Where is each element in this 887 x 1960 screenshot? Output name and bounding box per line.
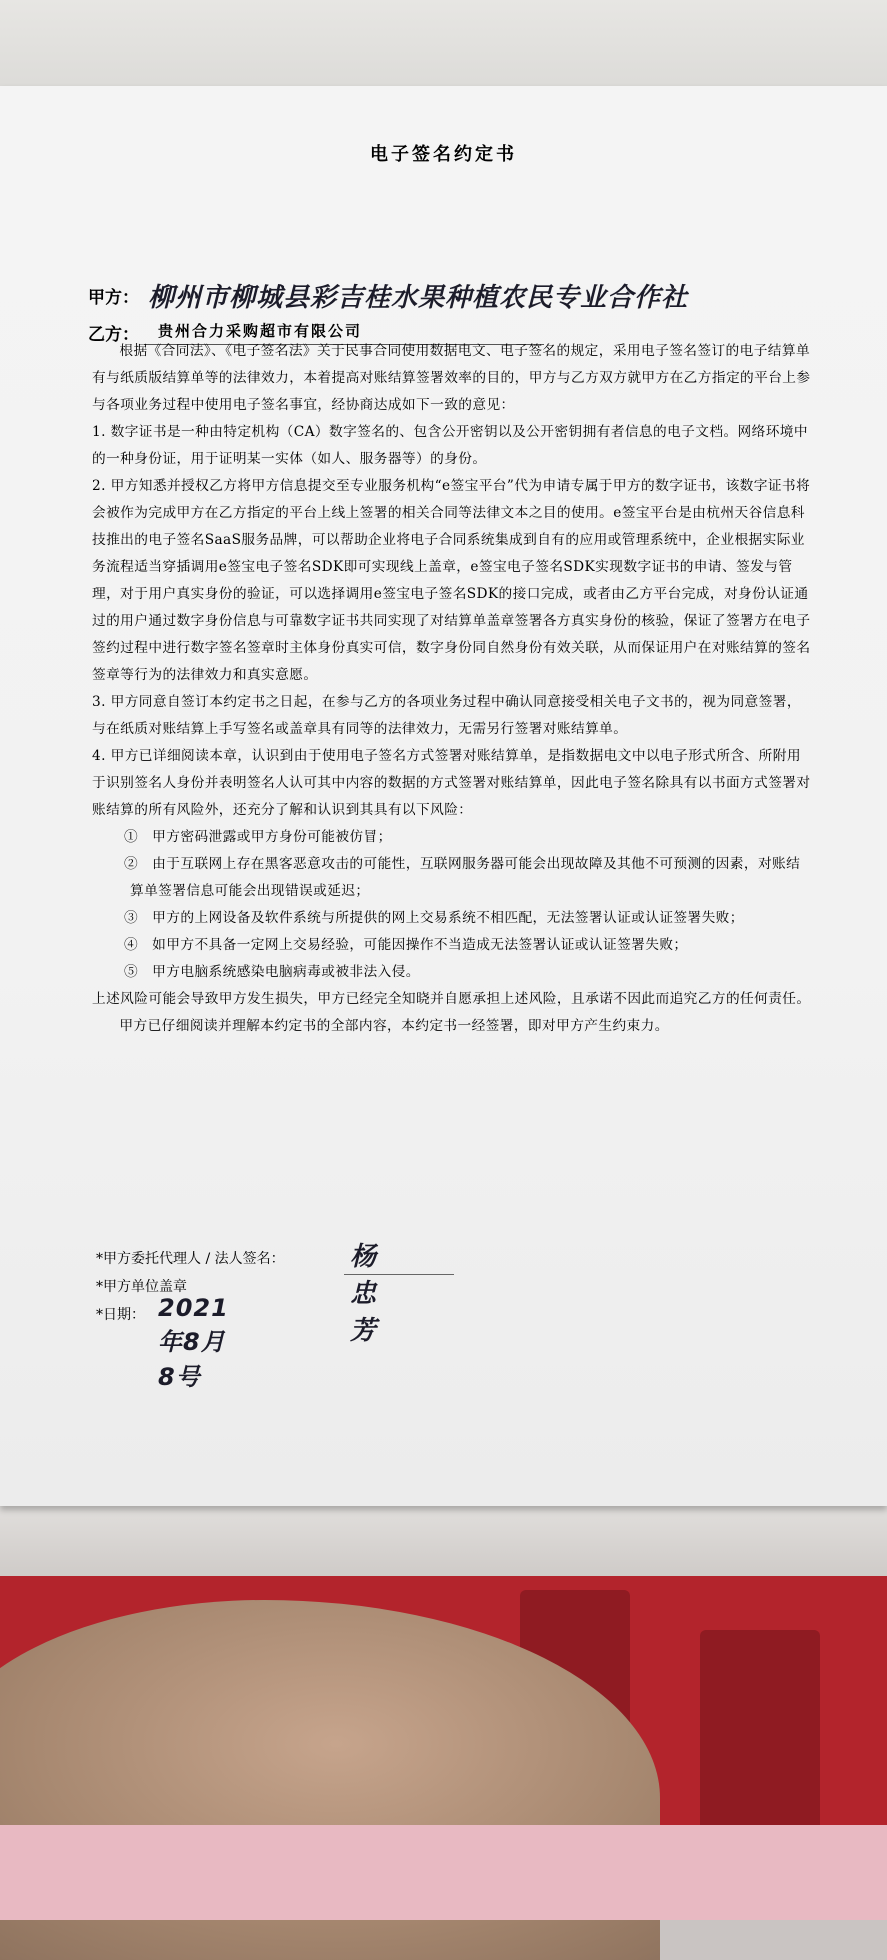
party-b-label: 乙方：: [88, 325, 139, 345]
background-cloth: [0, 1825, 887, 1920]
risk-item-1: ① 甲方密码泄露或甲方身份可能被仿冒；: [124, 829, 392, 845]
background-top: [0, 0, 887, 90]
handwritten-date: 2021年8月8号: [158, 1294, 229, 1391]
clause-4: 4. 甲方已详细阅读本章，认识到由于使用电子签名方式签署对账结算单，是指数据电文中以电子形式所含、所附用于识别签名人身份并表明签名人认可其中内容的数据的方式签署对账结算单，因此电子签名除具有以书面方式签署对账结算的所有风险外，还充分了解和认识到其具有以下风险：: [92, 748, 811, 818]
risk-item-3: ③ 甲方的上网设备及软件系统与所提供的网上交易系统不相匹配，无法签署认证或认证签署失败；: [124, 910, 744, 926]
risk-item-4: ④ 如甲方不具备一定网上交易经验，可能因操作不当造成无法签署认证或认证签署失败；: [124, 937, 688, 953]
date-label: *日期：: [96, 1307, 145, 1323]
agent-signature-line: [344, 1274, 454, 1275]
intro-paragraph: 根据《合同法》、《电子签名法》关于民事合同使用数据电文、电子签名的规定，采用电子签名签订的电子结算单有与纸质版结算单等的法律效力，本着提高对账结算签署效率的目的，甲方与乙方双方就甲方在乙方指定的平台上参与各项业务过程中使用电子签名事宜，经协商达成如下一致的意见：: [92, 343, 811, 413]
document-body: [92, 338, 814, 1040]
document-title: 电子签名约定书: [370, 144, 517, 165]
final-statement: 甲方已仔细阅读并理解本约定书的全部内容，本约定书一经签署，即对甲方产生约束力。: [119, 1018, 669, 1034]
seal-label: *甲方单位盖章: [96, 1279, 187, 1295]
crate-slot: [700, 1630, 820, 1850]
party-a-label: 甲方：: [88, 288, 139, 308]
clause-2: 2. 甲方知悉并授权乙方将甲方信息提交至专业服务机构“e签宝平台”代为申请专属于甲方的数字证书，该数字证书将会被作为完成甲方在乙方指定的平台上线上签署的相关合同等法律文本之目的使用。e签宝平台是由杭州天谷信息科技推出的电子签名SaaS服务品牌，可以帮助企业将电子合同系统集成到自有的应用或管理系统中，企业根据实际业务流程适当穿插调用e签宝电子签名SDK即可实现线上盖章，e签宝电子签名SDK实现数字证书的申请、签发与管理，对于用户真实身份的验证，可以选择调用e签宝电子签名SDK的接口完成，或者由乙方平台完成，对身份认证通过的用户通过数字身份信息与可靠数字证书共同实现了对结算单盖章签署各方真实身份的核验，保证了签署方在电子签约过程中进行数字签名签章时主体身份真实可信，数字身份同自然身份有效关联，从而保证用户在对账结算的签名签章等行为的法律效力和真实意愿。: [92, 478, 811, 683]
clause-3: 3. 甲方同意自签订本约定书之日起，在参与乙方的各项业务过程中确认同意接受相关电子文书的，视为同意签署，与在纸质对账结算上手写签名或盖章具有同等的法律效力，无需另行签署对账结算单。: [92, 694, 801, 737]
risk-acknowledgement: 上述风险可能会导致甲方发生损失，甲方已经完全知晓并自愿承担上述风险，且承诺不因此而追究乙方的任何责任。: [92, 991, 811, 1007]
clause-1: 1. 数字证书是一种由特定机构（CA）数字签名的、包含公开密钥以及公开密钥拥有者信息的电子文档。网络环境中的一种身份证，用于证明某一实体（如人、服务器等）的身份。: [92, 424, 808, 467]
party-a-row: [88, 283, 689, 313]
risk-item-2: ② 由于互联网上存在黑客恶意攻击的可能性，互联网服务器可能会出现故障及其他不可预测的因素，对账结算单签署信息可能会出现错误或延迟；: [124, 856, 801, 899]
party-a-handwritten-name: 柳州市柳城县彩吉桂水果种植农民专业合作社: [148, 283, 689, 313]
party-b-name: 贵州合力采购超市有限公司: [158, 322, 363, 340]
date-row: [96, 1294, 229, 1391]
seal-row: [96, 1276, 187, 1296]
risk-item-5: ⑤ 甲方电脑系统感染电脑病毒或被非法入侵。: [124, 964, 420, 980]
agent-signature-label: *甲方委托代理人 / 法人签名：: [96, 1251, 285, 1267]
agent-handwritten-signature: 杨忠芳: [350, 1242, 378, 1346]
